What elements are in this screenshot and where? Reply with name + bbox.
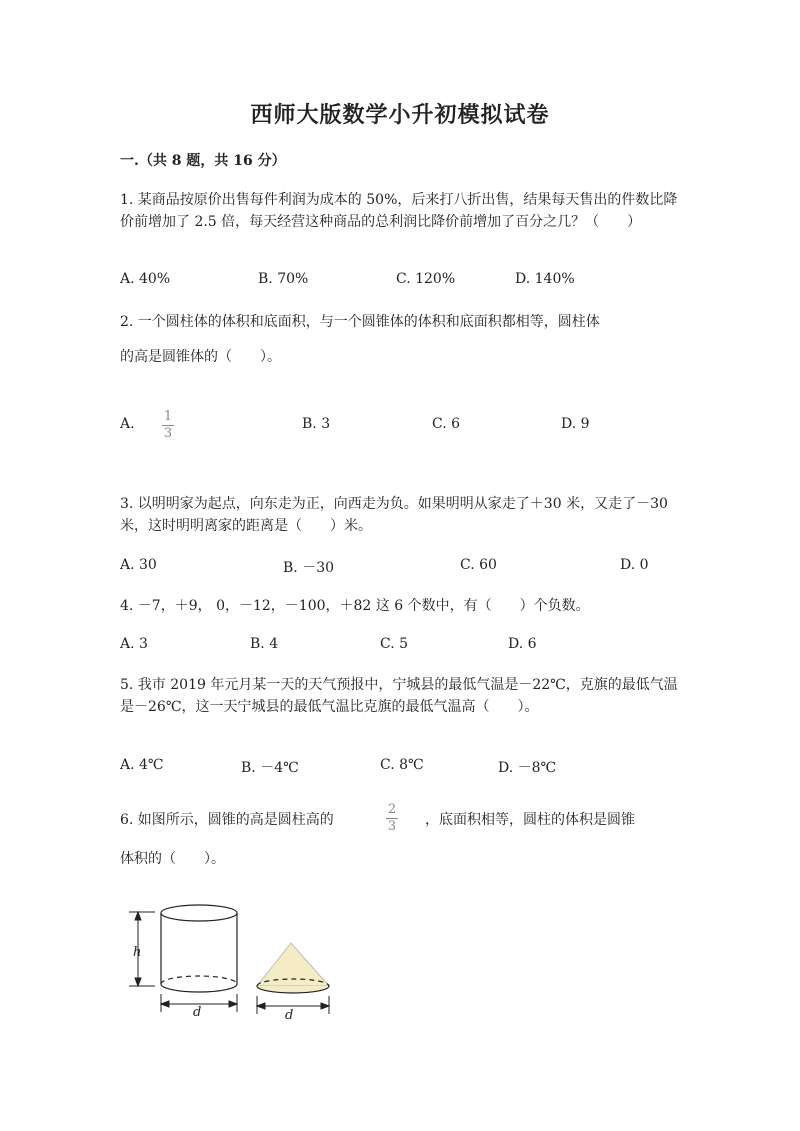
q2-option-d[interactable]: D. 9 — [561, 416, 590, 432]
q4-option-c[interactable]: C. 5 — [380, 636, 409, 652]
page-title: 西师大版数学小升初模拟试卷 — [250, 102, 550, 128]
section-heading: 一.（共 8 题，共 16 分） — [120, 153, 286, 169]
q2-option-a[interactable]: A. — [120, 416, 135, 432]
cone-diameter-label: d — [285, 1008, 294, 1023]
question-4: 4. －7，＋9， 0，－12，－100，＋82 这 6 个数中，有（ ）个负数。 — [120, 598, 590, 614]
question-3: 3. 以明明家为起点，向东走为正，向西走为负。如果明明从家走了＋30 米，又走了－30 米，这时明明离家的距离是（ ）米。 — [120, 496, 668, 534]
question-1: 1. 某商品按原价出售每件利润为成本的 50%，后来打八折出售，结果每天售出的件数比降价前增加了 2.5 倍，每天经营这种商品的总利润比降价前增加了百分之几？（ ） — [120, 192, 678, 230]
height-label: h — [133, 945, 142, 960]
question-2-line1: 2. 一个圆柱体的体积和底面积，与一个圆锥体的体积和底面积都相等，圆柱体 — [120, 314, 600, 330]
q4-option-a[interactable]: A. 3 — [120, 636, 148, 652]
q3-option-a[interactable]: A. 30 — [120, 557, 157, 573]
q3-option-c[interactable]: C. 60 — [460, 557, 497, 573]
question-6-line1b: ，底面积相等，圆柱的体积是圆锥 — [425, 812, 635, 828]
q4-option-b[interactable]: B. 4 — [250, 636, 279, 652]
fraction-numerator: 1 — [163, 409, 173, 424]
q2-option-b[interactable]: B. 3 — [302, 416, 331, 432]
q5-option-a[interactable]: A. 4℃ — [120, 757, 164, 773]
q1-option-d[interactable]: D. 140% — [515, 271, 575, 287]
q3-option-d[interactable]: D. 0 — [620, 557, 649, 573]
question-6-line2: 体积的（ ）。 — [120, 851, 225, 867]
q5-option-c[interactable]: C. 8℃ — [380, 757, 424, 773]
cone — [257, 943, 329, 993]
q4-option-d[interactable]: D. 6 — [508, 636, 537, 652]
q2-option-c[interactable]: C. 6 — [432, 416, 461, 432]
q2-option-a-fraction — [162, 410, 174, 441]
question-2-line2: 的高是圆锥体的（ ）。 — [120, 349, 281, 365]
q1-option-b[interactable]: B. 70% — [258, 271, 309, 287]
q5-option-b[interactable]: B. －4℃ — [241, 760, 299, 776]
q1-option-a[interactable]: A. 40% — [120, 271, 171, 287]
q1-option-c[interactable]: C. 120% — [396, 271, 456, 287]
q3-option-b[interactable]: B. －30 — [283, 560, 335, 576]
fraction-denominator: 3 — [163, 426, 173, 441]
cylinder-diameter-label: d — [193, 1005, 202, 1020]
fraction-denominator: 3 — [387, 819, 397, 834]
question-5: 5. 我市 2019 年元月某一天的天气预报中，宁城县的最低气温是－22℃，克旗的最低气温是－26℃，这一天宁城县的最低气温比克旗的最低气温高（ ）。 — [120, 677, 678, 715]
cylinder-cone-figure — [125, 900, 345, 1025]
cylinder — [161, 905, 237, 992]
q5-option-d[interactable]: D. －8℃ — [498, 760, 557, 776]
question-6-line1a: 6. 如图所示，圆锥的高是圆柱高的 — [120, 812, 334, 828]
fraction-numerator: 2 — [387, 802, 397, 817]
q6-fraction — [386, 803, 398, 834]
